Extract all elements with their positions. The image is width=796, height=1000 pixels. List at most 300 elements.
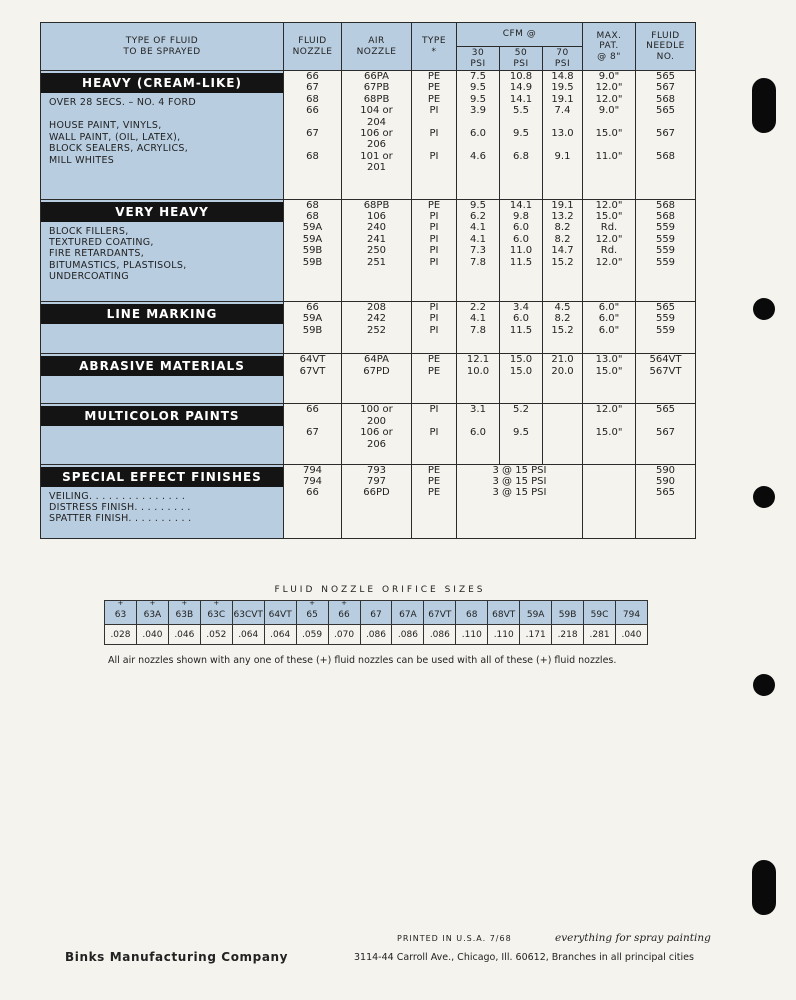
cell-value: 6.0 bbox=[513, 313, 529, 325]
cell-value: PI bbox=[429, 313, 439, 325]
orifice-size: .110 bbox=[456, 625, 488, 645]
description-line: WALL PAINT, (OIL, LATEX), bbox=[49, 131, 181, 143]
cell-value: 68 bbox=[306, 210, 319, 222]
cell-value: 565 bbox=[655, 105, 676, 117]
cell-value: 242 bbox=[366, 313, 387, 325]
company-address: 3114-44 Carroll Ave., Chicago, Ill. 60612, Branches in all principal cities bbox=[354, 952, 694, 963]
cell-value: 68 bbox=[306, 150, 319, 162]
header-30-psi: 30 PSI bbox=[457, 47, 500, 71]
cell-value: 9.5 bbox=[513, 127, 529, 139]
plus-mark: + bbox=[181, 599, 188, 607]
cell-value: 9.0" bbox=[598, 105, 620, 117]
cell-value: PE bbox=[427, 71, 441, 82]
cell-value: 559 bbox=[655, 222, 676, 234]
cell-value: 4.1 bbox=[470, 313, 486, 325]
cell-value: 590 bbox=[655, 476, 676, 488]
header-type-of-fluid: TYPE OF FLUID TO BE SPRAYED bbox=[41, 23, 284, 71]
cell-value: 12.0" bbox=[595, 82, 623, 94]
orifice-size: .046 bbox=[168, 625, 200, 645]
description-line: VEILING. . . . . . . . . . . . . . . bbox=[49, 490, 186, 502]
section-row bbox=[41, 354, 696, 404]
binder-hole bbox=[753, 298, 775, 320]
cell-value: 104 or bbox=[360, 105, 393, 117]
cell-value: 208 bbox=[366, 301, 387, 313]
orifice-size: .070 bbox=[328, 625, 360, 645]
cell-value: 8.2 bbox=[554, 222, 571, 234]
fluid-needle-cell bbox=[636, 301, 696, 353]
section-row bbox=[41, 71, 696, 200]
cell-value: PI bbox=[429, 427, 439, 439]
cell-value: 206 bbox=[366, 438, 387, 450]
section-row bbox=[41, 199, 696, 301]
cell-value: 12.0" bbox=[595, 233, 623, 245]
fluid-needle-cell bbox=[636, 464, 696, 538]
cell-value: 565 bbox=[655, 71, 676, 82]
plus-mark: + bbox=[341, 599, 347, 607]
cell-value bbox=[583, 476, 635, 487]
nozzle-label: 59A bbox=[526, 609, 545, 620]
air-nozzle-cell bbox=[342, 354, 412, 404]
cell-value: PI bbox=[429, 301, 439, 313]
section-row bbox=[41, 404, 696, 464]
cell-value: 15.0 bbox=[509, 365, 533, 377]
plus-mark: + bbox=[149, 599, 156, 607]
cell-value: 20.0 bbox=[551, 365, 574, 377]
description-line bbox=[49, 108, 275, 120]
cell-value: 68 bbox=[306, 93, 319, 105]
type-cell bbox=[412, 301, 457, 353]
description-line: TEXTURED COATING, bbox=[49, 236, 154, 248]
cell-value: PE bbox=[427, 354, 441, 366]
compatibility-note: All air nozzles shown with any one of these (+) fluid nozzles can be used with all of these (+) fluid nozzles. bbox=[108, 655, 617, 666]
cell-value: PE bbox=[427, 365, 441, 377]
cell-value: 794 bbox=[302, 464, 323, 476]
cell-value: PE bbox=[427, 464, 441, 476]
section-title: MULTICOLOR PAINTS bbox=[41, 406, 283, 426]
cell-value: 67 bbox=[306, 427, 319, 439]
cell-value: 64VT bbox=[299, 354, 326, 366]
cell-value: 3.9 bbox=[470, 105, 486, 117]
cell-value: 6.0" bbox=[598, 301, 620, 313]
fluid-nozzle-cell bbox=[284, 71, 342, 200]
cell-value: 8.2 bbox=[554, 233, 571, 245]
fluid-nozzle-cell bbox=[284, 301, 342, 353]
fluid-nozzle-cell bbox=[284, 199, 342, 301]
cell-value: 797 bbox=[366, 476, 387, 488]
section-row bbox=[41, 464, 696, 538]
cell-value: 2.2 bbox=[470, 301, 486, 313]
cfm-50-cell bbox=[500, 71, 543, 200]
cell-value: 6.0 bbox=[513, 233, 529, 245]
cell-value: 5.2 bbox=[513, 404, 529, 416]
cell-value: 66PD bbox=[363, 487, 390, 499]
orifice-nozzle bbox=[392, 601, 424, 625]
cell-value: 567VT bbox=[649, 365, 682, 377]
printed-note: PRINTED IN U.S.A. 7/68 bbox=[397, 934, 512, 943]
cell-value: 568 bbox=[655, 210, 676, 222]
cell-value: 14.8 bbox=[551, 71, 574, 82]
cell-value: 66 bbox=[306, 71, 319, 82]
cell-value: Rd. bbox=[600, 245, 618, 257]
cell-value: 67 bbox=[306, 82, 319, 94]
cell-value: 14.7 bbox=[551, 245, 574, 257]
cell-value bbox=[583, 117, 635, 128]
cell-value: 14.1 bbox=[509, 199, 533, 211]
nozzle-label: 794 bbox=[622, 609, 641, 620]
cell-value: 4.1 bbox=[470, 233, 486, 245]
cell-value: 15.0" bbox=[595, 210, 623, 222]
orifice-sizes-table bbox=[104, 600, 648, 645]
orifice-size: .064 bbox=[264, 625, 296, 645]
nozzle-label: 63 bbox=[114, 609, 127, 620]
binder-hole-bottom bbox=[752, 860, 776, 915]
section-title: LINE MARKING bbox=[41, 304, 283, 324]
orifice-nozzle bbox=[552, 601, 584, 625]
cell-value bbox=[500, 117, 542, 128]
cell-value: 15.0 bbox=[509, 354, 533, 366]
max-pat-cell bbox=[583, 301, 636, 353]
cell-value: 559 bbox=[655, 245, 676, 257]
header-cfm: CFM @ bbox=[457, 23, 583, 47]
cell-value: 68PB bbox=[363, 93, 390, 105]
description-line: UNDERCOATING bbox=[49, 271, 129, 283]
cell-value: 66PA bbox=[364, 71, 389, 82]
plus-mark: + bbox=[309, 599, 316, 607]
cell-value bbox=[636, 117, 695, 128]
cell-value: 13.0" bbox=[595, 354, 623, 366]
cell-value: 67PD bbox=[363, 365, 390, 377]
cell-value: 12.0" bbox=[595, 93, 623, 105]
cell-value: 567 bbox=[655, 427, 676, 439]
cell-value bbox=[543, 427, 582, 438]
description-line: SPATTER FINISH. . . . . . . . . . bbox=[49, 513, 192, 525]
cell-value: 59A bbox=[302, 313, 323, 325]
description-line: BLOCK FILLERS, bbox=[49, 225, 129, 237]
spray-selection-table bbox=[40, 22, 696, 539]
cell-value: 19.1 bbox=[551, 199, 574, 211]
cell-value: 7.8 bbox=[470, 324, 486, 336]
nozzle-label: 59B bbox=[558, 609, 577, 620]
cell-value: PI bbox=[429, 150, 439, 162]
cell-value bbox=[543, 139, 582, 150]
cell-value: 66 bbox=[306, 404, 319, 416]
cell-value: 565 bbox=[655, 301, 676, 313]
cell-value: 11.0" bbox=[595, 150, 623, 162]
cfm-30-cell bbox=[457, 354, 500, 404]
cell-value: 59B bbox=[302, 256, 323, 268]
max-pat-cell bbox=[583, 354, 636, 404]
max-pat-cell bbox=[583, 404, 636, 464]
cell-value: 9.5 bbox=[470, 199, 486, 211]
cell-value: 11.5 bbox=[509, 256, 533, 268]
cell-value: 6.0" bbox=[598, 313, 620, 325]
cell-value: PE bbox=[427, 199, 441, 211]
cell-value: 66 bbox=[306, 487, 319, 499]
fluid-needle-cell bbox=[636, 404, 696, 464]
description-line: MILL WHITES bbox=[49, 154, 115, 166]
cell-value: Rd. bbox=[600, 222, 618, 234]
cell-value: 6.0" bbox=[598, 324, 620, 336]
orifice-nozzle bbox=[105, 601, 137, 625]
cell-value: 565 bbox=[655, 404, 676, 416]
cell-value: 12.0" bbox=[595, 256, 623, 268]
cell-value bbox=[284, 139, 341, 150]
section-row bbox=[41, 301, 696, 353]
description-line: DISTRESS FINISH. . . . . . . . . bbox=[49, 502, 191, 514]
plus-mark: + bbox=[213, 599, 220, 607]
orifice-size: .110 bbox=[488, 625, 520, 645]
header-air-nozzle: AIR NOZZLE bbox=[342, 23, 412, 71]
cell-value: 567 bbox=[655, 82, 676, 94]
cell-value: PI bbox=[429, 324, 439, 336]
nozzle-label: 66 bbox=[338, 609, 350, 620]
cfm-70-cell bbox=[543, 71, 583, 200]
nozzle-label: 59C bbox=[590, 609, 609, 620]
cell-value: 68 bbox=[306, 199, 319, 211]
cell-value bbox=[583, 465, 635, 476]
binder-hole-top bbox=[752, 78, 776, 133]
cfm-50-cell bbox=[500, 301, 543, 353]
section-title: ABRASIVE MATERIALS bbox=[41, 356, 283, 376]
cell-value: 3.1 bbox=[470, 404, 486, 416]
cell-value: 7.8 bbox=[470, 256, 486, 268]
cell-value bbox=[457, 117, 499, 128]
cell-value bbox=[583, 416, 635, 427]
orifice-nozzle bbox=[264, 601, 296, 625]
cell-value: PI bbox=[429, 222, 439, 234]
cell-value: 7.3 bbox=[470, 245, 486, 257]
section-description bbox=[41, 404, 284, 464]
cell-value: 14.9 bbox=[509, 82, 533, 94]
header-fluid-nozzle: FLUID NOZZLE bbox=[284, 23, 342, 71]
cell-value: 9.0" bbox=[598, 71, 620, 82]
cell-value: 240 bbox=[366, 222, 387, 234]
fluid-needle-cell bbox=[636, 71, 696, 200]
cell-value: 250 bbox=[366, 245, 387, 257]
max-pat-cell bbox=[583, 464, 636, 538]
orifice-nozzle bbox=[520, 601, 552, 625]
cfm-combined-cell bbox=[457, 464, 583, 538]
air-nozzle-cell bbox=[342, 71, 412, 200]
cell-value: 3 @ 15 PSI bbox=[492, 476, 547, 488]
cell-value: 9.8 bbox=[513, 210, 529, 222]
orifice-nozzle bbox=[488, 601, 520, 625]
orifice-nozzle bbox=[616, 601, 648, 625]
cell-value: 15.0" bbox=[595, 427, 623, 439]
cell-value: 559 bbox=[655, 233, 676, 245]
orifice-size: .086 bbox=[392, 625, 424, 645]
cell-value: 794 bbox=[302, 476, 323, 488]
header-type: TYPE * bbox=[412, 23, 457, 71]
cell-value: 251 bbox=[366, 256, 387, 268]
fluid-needle-cell bbox=[636, 354, 696, 404]
nozzle-label: 67A bbox=[399, 609, 417, 620]
cfm-70-cell bbox=[543, 354, 583, 404]
cell-value: 106 or bbox=[360, 427, 393, 439]
nozzle-label: 63B bbox=[175, 609, 194, 620]
max-pat-cell bbox=[583, 71, 636, 200]
cell-value: PI bbox=[429, 127, 439, 139]
orifice-nozzle bbox=[360, 601, 392, 625]
nozzle-label: 65 bbox=[306, 609, 318, 620]
cfm-70-cell bbox=[543, 199, 583, 301]
fluid-nozzle-cell bbox=[284, 404, 342, 464]
cell-value: 19.1 bbox=[551, 93, 574, 105]
cell-value: 564VT bbox=[649, 354, 682, 366]
cell-value: 68PB bbox=[363, 199, 390, 211]
cell-value: 565 bbox=[655, 487, 676, 499]
cell-value: 204 bbox=[366, 116, 387, 128]
header-50-psi: 50 PSI bbox=[500, 47, 543, 71]
cell-value: 12.1 bbox=[466, 354, 490, 366]
cell-value: 9.5 bbox=[470, 93, 486, 105]
section-description bbox=[41, 301, 284, 353]
cell-value: 568 bbox=[655, 93, 676, 105]
cell-value: PI bbox=[429, 256, 439, 268]
cell-value bbox=[543, 416, 582, 427]
cell-value: 9.1 bbox=[554, 150, 571, 162]
orifice-nozzle bbox=[424, 601, 456, 625]
orifice-size: .281 bbox=[584, 625, 616, 645]
cell-value: PE bbox=[427, 487, 441, 499]
cell-value: 4.6 bbox=[470, 150, 486, 162]
cfm-50-cell bbox=[500, 404, 543, 464]
type-cell bbox=[412, 404, 457, 464]
description-line: OVER 28 SECS. – NO. 4 FORD bbox=[49, 97, 197, 108]
binder-hole bbox=[753, 486, 775, 508]
type-cell bbox=[412, 71, 457, 200]
cfm-30-cell bbox=[457, 199, 500, 301]
orifice-size: .064 bbox=[232, 625, 264, 645]
nozzle-label: 67VT bbox=[428, 609, 452, 620]
orifice-nozzle bbox=[200, 601, 232, 625]
cell-value: 6.2 bbox=[470, 210, 486, 222]
cell-value: 590 bbox=[655, 464, 676, 476]
cell-value: 13.2 bbox=[551, 210, 574, 222]
tagline: everything for spray painting bbox=[555, 932, 711, 944]
cell-value: 15.0" bbox=[595, 127, 623, 139]
fluid-needle-cell bbox=[636, 199, 696, 301]
cell-value: 6.8 bbox=[513, 150, 529, 162]
cell-value: 21.0 bbox=[551, 354, 574, 366]
cell-value: 11.0 bbox=[509, 245, 533, 257]
cell-value: 11.5 bbox=[509, 324, 533, 336]
header-fluid-needle: FLUID NEEDLE NO. bbox=[636, 23, 696, 71]
max-pat-cell bbox=[583, 199, 636, 301]
air-nozzle-cell bbox=[342, 301, 412, 353]
cell-value: 67VT bbox=[299, 365, 326, 377]
orifice-size: .218 bbox=[552, 625, 584, 645]
cell-value: 5.5 bbox=[513, 105, 529, 117]
orifice-size: .040 bbox=[136, 625, 168, 645]
cell-value: 10.8 bbox=[509, 71, 533, 82]
description-line: HOUSE PAINT, VINYLS, bbox=[49, 120, 162, 132]
nozzle-label: 63CVT bbox=[233, 609, 263, 620]
cell-value: 66 bbox=[306, 105, 319, 117]
cell-value bbox=[636, 139, 695, 150]
cell-value: PI bbox=[429, 105, 439, 117]
cell-value: 106 bbox=[366, 210, 387, 222]
cell-value: 59B bbox=[302, 324, 323, 336]
cell-value: 559 bbox=[655, 256, 676, 268]
cell-value bbox=[500, 139, 542, 150]
cell-value bbox=[412, 117, 456, 128]
cell-value: 67PB bbox=[363, 82, 390, 94]
orifice-nozzle bbox=[168, 601, 200, 625]
nozzle-label: 63A bbox=[143, 609, 162, 620]
cell-value: 15.2 bbox=[551, 256, 574, 268]
section-title: VERY HEAVY bbox=[41, 202, 283, 222]
cell-value bbox=[583, 139, 635, 150]
binder-hole bbox=[753, 674, 775, 696]
cell-value: 559 bbox=[655, 313, 676, 325]
section-description bbox=[41, 354, 284, 404]
section-title: HEAVY (CREAM-LIKE) bbox=[41, 73, 283, 93]
type-cell bbox=[412, 199, 457, 301]
cell-value: 567 bbox=[655, 127, 676, 139]
cell-value bbox=[412, 416, 456, 427]
cell-value: 7.5 bbox=[470, 71, 486, 82]
cell-value bbox=[457, 139, 499, 150]
cell-value: 13.0 bbox=[551, 127, 574, 139]
cell-value: 10.0 bbox=[466, 365, 490, 377]
cell-value: 106 or bbox=[360, 127, 393, 139]
cell-value: 200 bbox=[366, 415, 387, 427]
type-cell bbox=[412, 464, 457, 538]
cell-value: PI bbox=[429, 233, 439, 245]
cell-value: PI bbox=[429, 245, 439, 257]
cell-value: 559 bbox=[655, 324, 676, 336]
section-description bbox=[41, 464, 284, 538]
cfm-30-cell bbox=[457, 71, 500, 200]
cell-value: 15.0" bbox=[595, 365, 623, 377]
description-line: FIRE RETARDANTS, bbox=[49, 248, 145, 260]
cell-value: 3 @ 15 PSI bbox=[492, 464, 547, 476]
nozzle-label: 64VT bbox=[268, 609, 292, 620]
cell-value: 241 bbox=[366, 233, 387, 245]
orifice-size: .086 bbox=[360, 625, 392, 645]
cell-value bbox=[636, 416, 695, 427]
cell-value: 59B bbox=[302, 245, 323, 257]
orifice-nozzle bbox=[584, 601, 616, 625]
orifice-size: .040 bbox=[616, 625, 648, 645]
cell-value bbox=[284, 416, 341, 427]
cfm-30-cell bbox=[457, 301, 500, 353]
cell-value: 3 @ 15 PSI bbox=[492, 487, 547, 499]
orifice-nozzle bbox=[296, 601, 328, 625]
cell-value: 12.0" bbox=[595, 404, 623, 416]
nozzle-label: 68VT bbox=[492, 609, 516, 620]
description-line: BITUMASTICS, PLASTISOLS, bbox=[49, 259, 187, 271]
header-70-psi: 70 PSI bbox=[543, 47, 583, 71]
cell-value: 15.2 bbox=[551, 324, 574, 336]
nozzle-label: 68 bbox=[466, 609, 478, 620]
cell-value: 568 bbox=[655, 150, 676, 162]
cell-value: 14.1 bbox=[509, 93, 533, 105]
cell-value bbox=[412, 139, 456, 150]
cell-value bbox=[500, 416, 542, 427]
air-nozzle-cell bbox=[342, 464, 412, 538]
cfm-50-cell bbox=[500, 354, 543, 404]
cell-value: 9.5 bbox=[470, 82, 486, 94]
orifice-size: .059 bbox=[296, 625, 328, 645]
orifice-size: .028 bbox=[105, 625, 137, 645]
cell-value: 12.0" bbox=[595, 199, 623, 211]
cell-value: 568 bbox=[655, 199, 676, 211]
orifice-nozzle bbox=[328, 601, 360, 625]
orifice-size: .086 bbox=[424, 625, 456, 645]
cfm-70-cell bbox=[543, 404, 583, 464]
